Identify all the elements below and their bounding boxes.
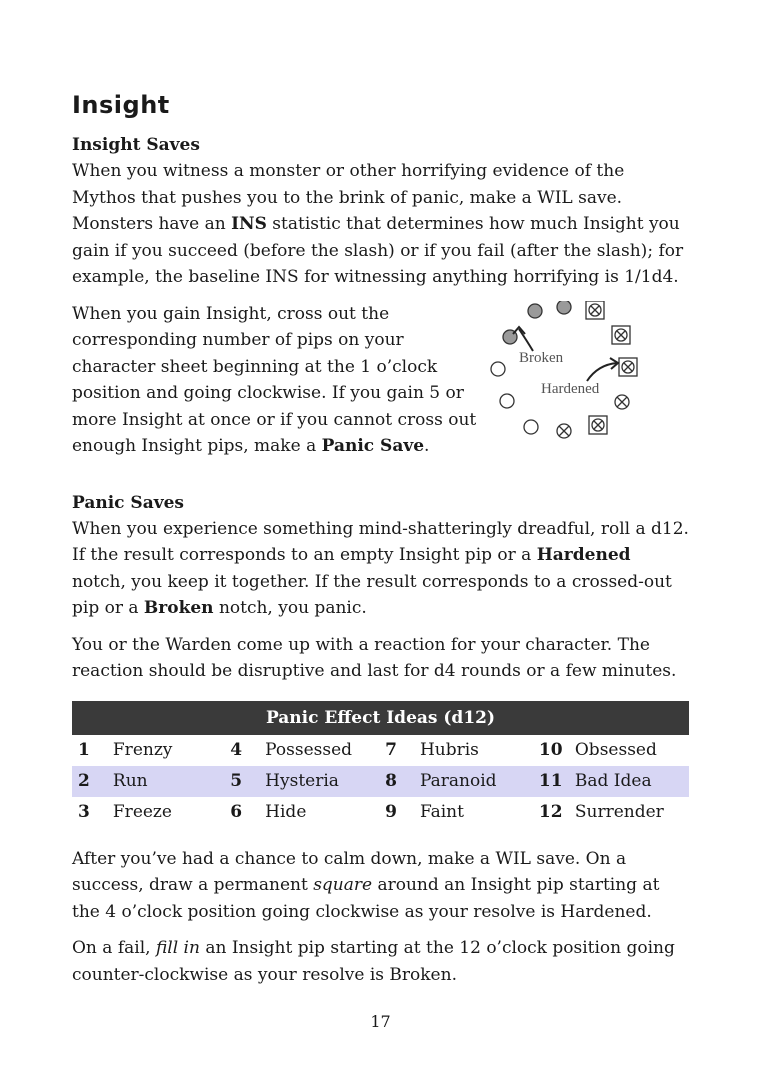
filled-pip	[528, 304, 542, 318]
insight-gain-section	[72, 301, 689, 460]
panic-saves-heading: Panic Saves	[72, 492, 184, 513]
hardened-crossed-pip	[619, 358, 637, 376]
roll-number: 11	[533, 766, 569, 797]
roll-number: 1	[78, 740, 90, 760]
crossed-pip	[557, 424, 571, 438]
page-title: Insight	[72, 91, 170, 119]
square-term: square	[313, 875, 373, 895]
broken-arrow	[519, 329, 533, 351]
page-body	[72, 88, 689, 988]
table-row	[72, 766, 689, 797]
text-run: .	[424, 436, 430, 456]
roll-number: 12	[538, 802, 563, 822]
table-row	[72, 797, 689, 828]
panic-effect: Possessed	[265, 740, 353, 760]
roll-number: 7	[385, 740, 397, 760]
text-run: notch, you panic.	[213, 598, 367, 618]
broken-label: Broken	[519, 349, 564, 366]
roll-number: 5	[224, 766, 259, 797]
hardened-term: Hardened	[536, 545, 631, 565]
text-run: an Insight pip starting at the 12 o’clock position going counter-clockwise as your resolve is Broken.	[72, 938, 675, 985]
panic-saves-paragraph	[72, 516, 689, 622]
table-row	[72, 735, 689, 766]
text-run: notch, you keep it together. If the result corresponds to a crossed-out pip or a	[72, 571, 672, 618]
page-number: 17	[370, 1012, 391, 1031]
roll-number: 10	[538, 740, 563, 760]
text-run: After you’ve had a chance to calm down, make a WIL save. On a success, draw a permanent	[72, 848, 627, 895]
text-run: When you witness a monster or other horrifying evidence of the Mythos that pushes you to the brink of panic, make a WIL save. Monsters have an	[72, 161, 625, 234]
broken-term: Broken	[143, 598, 214, 618]
empty-pip	[500, 394, 514, 408]
panic-effect: Hubris	[419, 740, 479, 760]
panic-effect-table	[72, 701, 689, 828]
roll-number: 3	[78, 802, 90, 822]
insight-saves-heading: Insight Saves	[72, 135, 200, 155]
hardened-arrow	[587, 363, 617, 381]
panic-effect: Obsessed	[574, 740, 657, 760]
fail-paragraph	[72, 935, 689, 988]
hardened-crossed-pip	[589, 416, 607, 434]
panic-effect: Paranoid	[414, 766, 533, 797]
warden-reaction-paragraph: You or the Warden come up with a reaction for your character. The reaction should be disruptive and last for d4 rounds or a few minutes.	[72, 634, 677, 681]
ins-term: INS	[231, 214, 267, 234]
text-run: On a fail,	[72, 938, 156, 958]
roll-number: 2	[72, 766, 107, 797]
roll-number: 4	[230, 740, 243, 760]
empty-pip	[524, 420, 538, 434]
panic-save-term: Panic Save	[321, 436, 425, 456]
hardened-crossed-pip	[612, 326, 630, 344]
text-run: When you gain Insight, cross out the corresponding number of pips on your character sheet beginning at the 1 o’clock position and going clockwise. If you gain 5 or more Insight at once or if you cannot cross out enough Insight pips, make a	[72, 303, 477, 456]
panic-effect: Surrender	[574, 802, 664, 822]
empty-pip	[491, 362, 505, 376]
roll-number: 6	[230, 802, 243, 822]
text-run: around an Insight pip starting at the 4 o’clock position going clockwise as your resolve is Hardened.	[72, 875, 660, 922]
panic-effect: Hysteria	[259, 766, 379, 797]
hardened-crossed-pip	[586, 301, 604, 319]
text-run: statistic that determines how much Insight you gain if you succeed (before the slash) or if you fail (after the slash); for example, the baseline INS for witnessing anything horrifying is 1/1d4.	[72, 214, 684, 287]
roll-number: 9	[385, 802, 397, 822]
fill-in-term: fill in	[155, 938, 200, 958]
panic-effect: Freeze	[112, 802, 172, 822]
insight-gain-paragraph	[72, 301, 482, 460]
panic-effect: Bad Idea	[569, 766, 689, 797]
roll-number: 8	[379, 766, 414, 797]
table-header: Panic Effect Ideas (d12)	[72, 701, 689, 735]
calm-down-paragraph	[72, 846, 689, 926]
insight-pips-diagram	[487, 301, 647, 451]
panic-effect: Faint	[419, 802, 464, 822]
panic-effect: Frenzy	[112, 740, 173, 760]
panic-effect: Run	[107, 766, 224, 797]
crossed-pip	[615, 395, 629, 409]
insight-saves-paragraph	[72, 158, 689, 291]
hardened-label: Hardened	[541, 380, 600, 397]
text-run: When you experience something mind-shatteringly dreadful, roll a d12. If the result corresponds to an empty Insight pip or a	[72, 518, 689, 565]
panic-effect: Hide	[265, 802, 307, 822]
filled-pip	[557, 301, 571, 314]
